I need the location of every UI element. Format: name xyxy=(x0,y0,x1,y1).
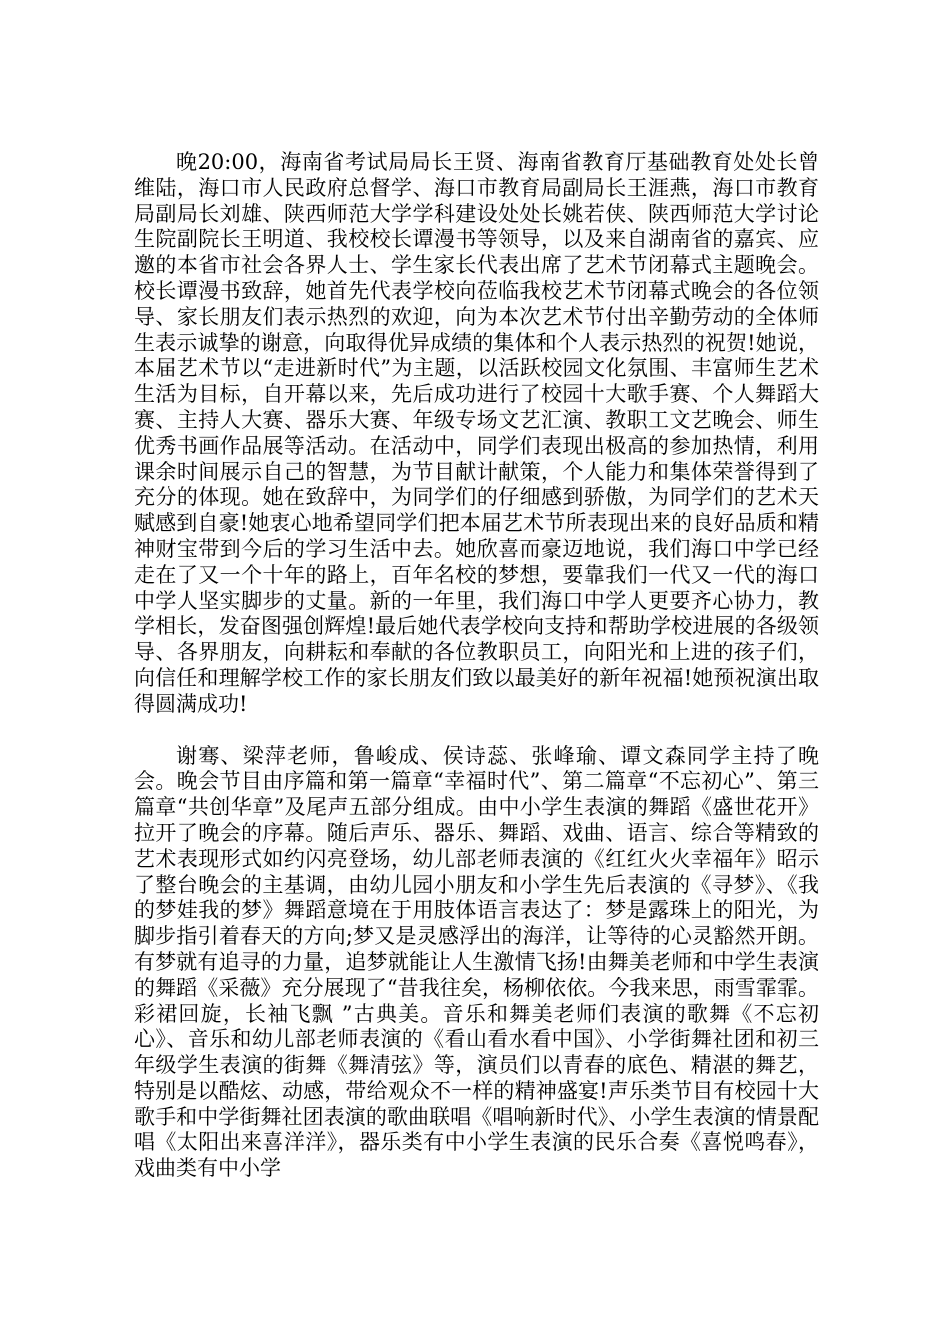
document-body xyxy=(134,150,819,1182)
paragraph-program-overview: 谢骞、梁萍老师，鲁峻成、侯诗蕊、张峰瑜、谭文森同学主持了晚会。晚会节目由序篇和第一篇章“幸福时代”、第二篇章“不忘初心”、第三篇章“共创华章”及尾声五部分组成。由中小学生表演的舞蹈《盛世花开》拉开了晚会的序幕。随后声乐、器乐、舞蹈、戏曲、语言、综合等精致的艺术表现形式如约闪亮登场，幼儿部老师表演的《红红火火幸福年》昭示了整台晚会的主基调，由幼儿园小朋友和小学生先后表演的《寻梦》、《我的梦娃我的梦》舞蹈意境在于用肢体语言表达了：梦是露珠上的阳光，为脚步指引着春天的方向;梦又是灵感浮出的海洋，让等待的心灵豁然开朗。有梦就有追寻的力量，追梦就能让人生激情飞扬!由舞美老师和中学生表演的舞蹈《采薇》充分展现了“昔我往矣，杨柳依依。今我来思，雨雪霏霏。彩裙回旋，长袖飞飘 ”古典美。音乐和舞美老师们表演的歌舞《不忘初心》、音乐和幼儿部老师表演的《看山看水看中国》、小学街舞社团和初三年级学生表演的街舞《舞清弦》等，演员们以青春的底色、精湛的舞艺，特别是以酷炫、动感，带给观众不一样的精神盛宴!声乐类节目有校园十大歌手和中学街舞社团表演的歌曲联唱《唱响新时代》、小学生表演的情景配唱《太阳出来喜洋洋》，器乐类有中小学生表演的民乐合奏《喜悦鸣春》，戏曲类有中小学 xyxy=(134,743,819,1181)
paragraph-opening-speech: 晚20:00，海南省考试局局长王贤、海南省教育厅基础教育处处长曾维陆，海口市人民政府总督学、海口市教育局副局长王涯燕，海口市教育局副局长刘雄、陕西师范大学学科建设处处长姚若侠、陕西师范大学讨论生院副院长王明道、我校校长谭漫书等领导，以及来自湖南省的嘉宾、应邀的本省市社会各界人士、学生家长代表出席了艺术节闭幕式主题晚会。校长谭漫书致辞，她首先代表学校向莅临我校艺术节闭幕式晚会的各位领导、家长朋友们表示热烈的欢迎，向为本次艺术节付出辛勤劳动的全体师生表示诚挚的谢意，向取得优异成绩的集体和个人表示热烈的祝贺!她说，本届艺术节以“走进新时代”为主题，以活跃校园文化氛围、丰富师生艺术生活为目标，自开幕以来，先后成功进行了校园十大歌手赛、个人舞蹈大赛、主持人大赛、器乐大赛、年级专场文艺汇演、教职工文艺晚会、师生优秀书画作品展等活动。在活动中，同学们表现出极高的参加热情，利用课余时间展示自己的智慧，为节目献计献策，个人能力和集体荣誉得到了充分的体现。她在致辞中，为同学们的仔细感到骄傲，为同学们的艺术天赋感到自豪!她衷心地希望同学们把本届艺术节所表现出来的良好品质和精神财宝带到今后的学习生活中去。她欣喜而豪迈地说，我们海口中学已经走在了又一个十年的路上，百年名校的梦想，要靠我们一代又一代的海口中学人坚实脚步的丈量。新的一年里，我们海口中学人更要齐心协力，教学相长，发奋图强创辉煌!最后她代表学校向支持和帮助学校进展的各级领导、各界朋友，向耕耘和奉献的各位教职员工，向阳光和上进的孩子们，向信任和理解学校工作的家长朋友们致以最美好的新年祝福!她预祝演出取得圆满成功! xyxy=(134,150,819,716)
